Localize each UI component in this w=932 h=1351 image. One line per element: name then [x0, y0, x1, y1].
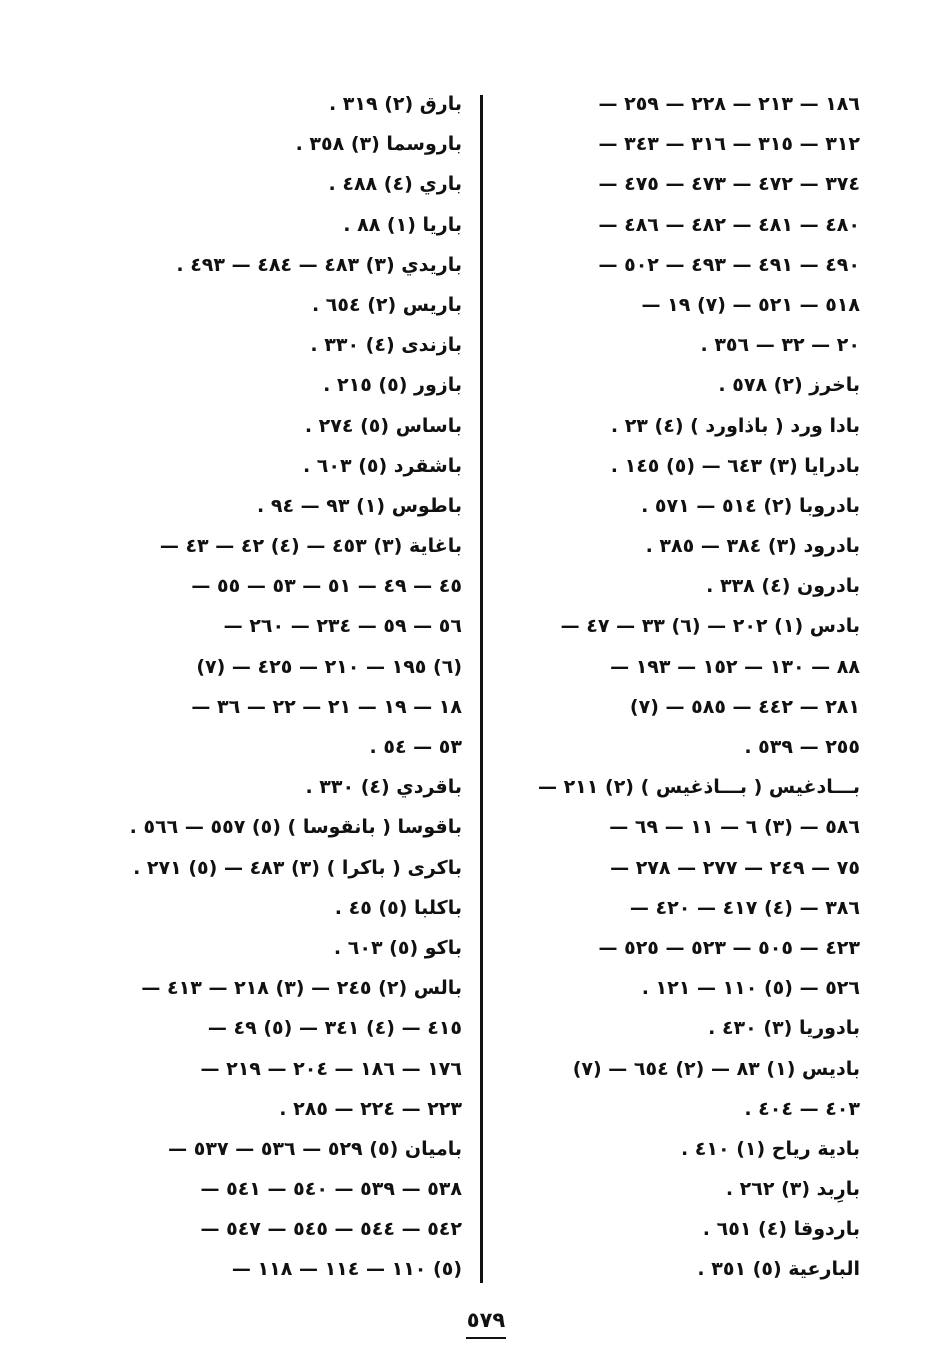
index-line: باكو (٥) ٦٠٣ . — [333, 936, 462, 959]
index-line: ٥٨٦ — (٣) ٦ — ١١ — ٦٩ — — [609, 816, 860, 839]
index-line: (٥) ١١٠ — ١١٤ — ١١٨ — — [231, 1258, 462, 1281]
index-line: بازندى (٤) ٣٣٠ . — [310, 334, 462, 357]
index-line: ٤٥ — ٤٩ — ٥١ — ٥٣ — ٥٥ — — [191, 575, 462, 598]
index-line: ٥٢٦ — (٥) ١١٠ — ١٢١ . — [641, 977, 860, 1000]
index-line: باريدي (٣) ٤٨٣ — ٤٨٤ — ٤٩٣ . — [176, 253, 462, 276]
page-number: ٥٧٩ — [466, 1308, 506, 1332]
index-line: بـــادغيس ( بـــاذغيس ) (٢) ٢١١ — — [537, 776, 860, 799]
index-line: باديس (١) ٨٣ — (٢) ٦٥٤ — (٧) — [572, 1057, 860, 1080]
index-line: ٢٥٥ — ٥٣٩ . — [744, 736, 860, 758]
index-line: ٢٠ — ٣٢ — ٣٥٦ . — [700, 334, 860, 357]
right-column — [500, 84, 860, 1290]
index-line: (٦) ١٩٥ — ٢١٠ — ٤٢٥ — (٧) — [196, 655, 462, 678]
index-line: ١٧٦ — ١٨٦ — ٢٠٤ — ٢١٩ — — [200, 1057, 462, 1080]
index-line: باقردي (٤) ٣٣٠ . — [305, 776, 462, 799]
index-line: ٤٨٠ — ٤٨١ — ٤٨٢ — ٤٨٦ — — [598, 213, 860, 236]
index-line: بادس (١) ٢٠٢ — (٦) ٣٣ — ٤٧ — — [560, 615, 860, 638]
index-line: ٤٠٣ — ٤٠٤ . — [744, 1097, 860, 1120]
index-line: بارِبد (٣) ٢٦٢ . — [725, 1178, 860, 1201]
index-line: ١٨٦ — ٢١٣ — ٢٢٨ — ٢٥٩ — — [598, 93, 860, 115]
index-line: باروسما (٣) ٣٥٨ . — [295, 133, 462, 156]
index-line: باشقرد (٥) ٦٠٣ . — [302, 454, 462, 477]
index-line: ٣٧٤ — ٤٧٢ — ٤٧٣ — ٤٧٥ — — [598, 173, 860, 196]
index-line: ١٨ — ١٩ — ٢١ — ٢٢ — ٣٦ — — [191, 695, 462, 718]
index-line: ٣١٢ — ٣١٥ — ٣١٦ — ٣٤٣ — — [598, 133, 860, 156]
index-line: باطوس (١) ٩٣ — ٩٤ . — [257, 494, 462, 517]
index-line: ٤٢٣ — ٥٠٥ — ٥٢٣ — ٥٢٥ — — [598, 936, 860, 959]
index-line: ٥٤٢ — ٥٤٤ — ٥٤٥ — ٥٤٧ — — [200, 1218, 462, 1241]
index-line: بارق (٢) ٣١٩ . — [328, 93, 462, 115]
index-line: ٨٨ — ١٣٠ — ١٥٢ — ١٩٣ — — [610, 655, 860, 678]
index-line: بادوريا (٣) ٤٣٠ . — [708, 1017, 860, 1040]
index-line: بازور (٥) ٢١٥ . — [323, 374, 462, 397]
index-line: ٥٦ — ٥٩ — ٢٣٤ — ٢٦٠ — — [223, 615, 462, 638]
index-line: ٥٣ — ٥٤ . — [369, 736, 462, 758]
index-line: بادرايا (٣) ٦٤٣ — (٥) ١٤٥ . — [610, 454, 860, 477]
index-line: باكرى ( باكرا ) (٣) ٤٨٣ — (٥) ٢٧١ . — [133, 856, 462, 879]
index-line: بادرون (٤) ٣٣٨ . — [706, 575, 860, 598]
index-line: باريا (١) ٨٨ . — [343, 213, 462, 236]
index-line: ٢٢٣ — ٢٢٤ — ٢٨٥ . — [279, 1097, 462, 1120]
index-line: باكلبا (٥) ٤٥ . — [334, 896, 462, 919]
index-line: ٢٨١ — ٤٤٢ — ٥٨٥ — (٧) — [629, 695, 860, 718]
index-line: ٥١٨ — ٥٢١ — (٧) ١٩ — — [641, 293, 860, 316]
index-line: بادا ورد ( باذاورد ) (٤) ٢٣ . — [610, 414, 860, 437]
index-line: بادروبا (٢) ٥١٤ — ٥٧١ . — [641, 494, 860, 517]
index-line: ٤٩٠ — ٤٩١ — ٤٩٣ — ٥٠٢ — — [598, 253, 860, 276]
index-line: ٤١٥ — (٤) ٣٤١ — (٥) ٤٩ — — [207, 1017, 462, 1040]
index-line: ٧٥ — ٢٤٩ — ٢٧٧ — ٢٧٨ — — [610, 856, 860, 879]
page-number-underline — [466, 1337, 506, 1339]
index-line: باقوسا ( بانقوسا ) (٥) ٥٥٧ — ٥٦٦ . — [129, 816, 462, 839]
index-line: ٥٣٨ — ٥٣٩ — ٥٤٠ — ٥٤١ — — [200, 1178, 462, 1201]
index-line: باميان (٥) ٥٢٩ — ٥٣٦ — ٥٣٧ — — [168, 1137, 462, 1160]
index-line: باساس (٥) ٢٧٤ . — [304, 414, 462, 437]
index-line: البارعية (٥) ٣٥١ . — [697, 1258, 860, 1281]
index-line: باري (٤) ٤٨٨ . — [328, 173, 462, 196]
index-line: ٣٨٦ — (٤) ٤١٧ — ٤٢٠ — — [629, 896, 860, 919]
left-column — [100, 84, 462, 1290]
index-line: بادرود (٣) ٣٨٤ — ٣٨٥ . — [645, 535, 860, 558]
index-line: بادية رياح (١) ٤١٠ . — [680, 1137, 860, 1160]
index-line: باغاية (٣) ٤٥٣ — (٤) ٤٢ — ٤٣ — — [159, 535, 462, 558]
index-line: بالس (٢) ٢٤٥ — (٣) ٢١٨ — ٤١٣ — — [141, 977, 462, 1000]
index-line: باخرز (٢) ٥٧٨ . — [718, 374, 860, 397]
index-line: باردوقا (٤) ٦٥١ . — [702, 1218, 860, 1241]
column-divider — [480, 95, 483, 1283]
index-line: باريس (٢) ٦٥٤ . — [311, 293, 462, 316]
